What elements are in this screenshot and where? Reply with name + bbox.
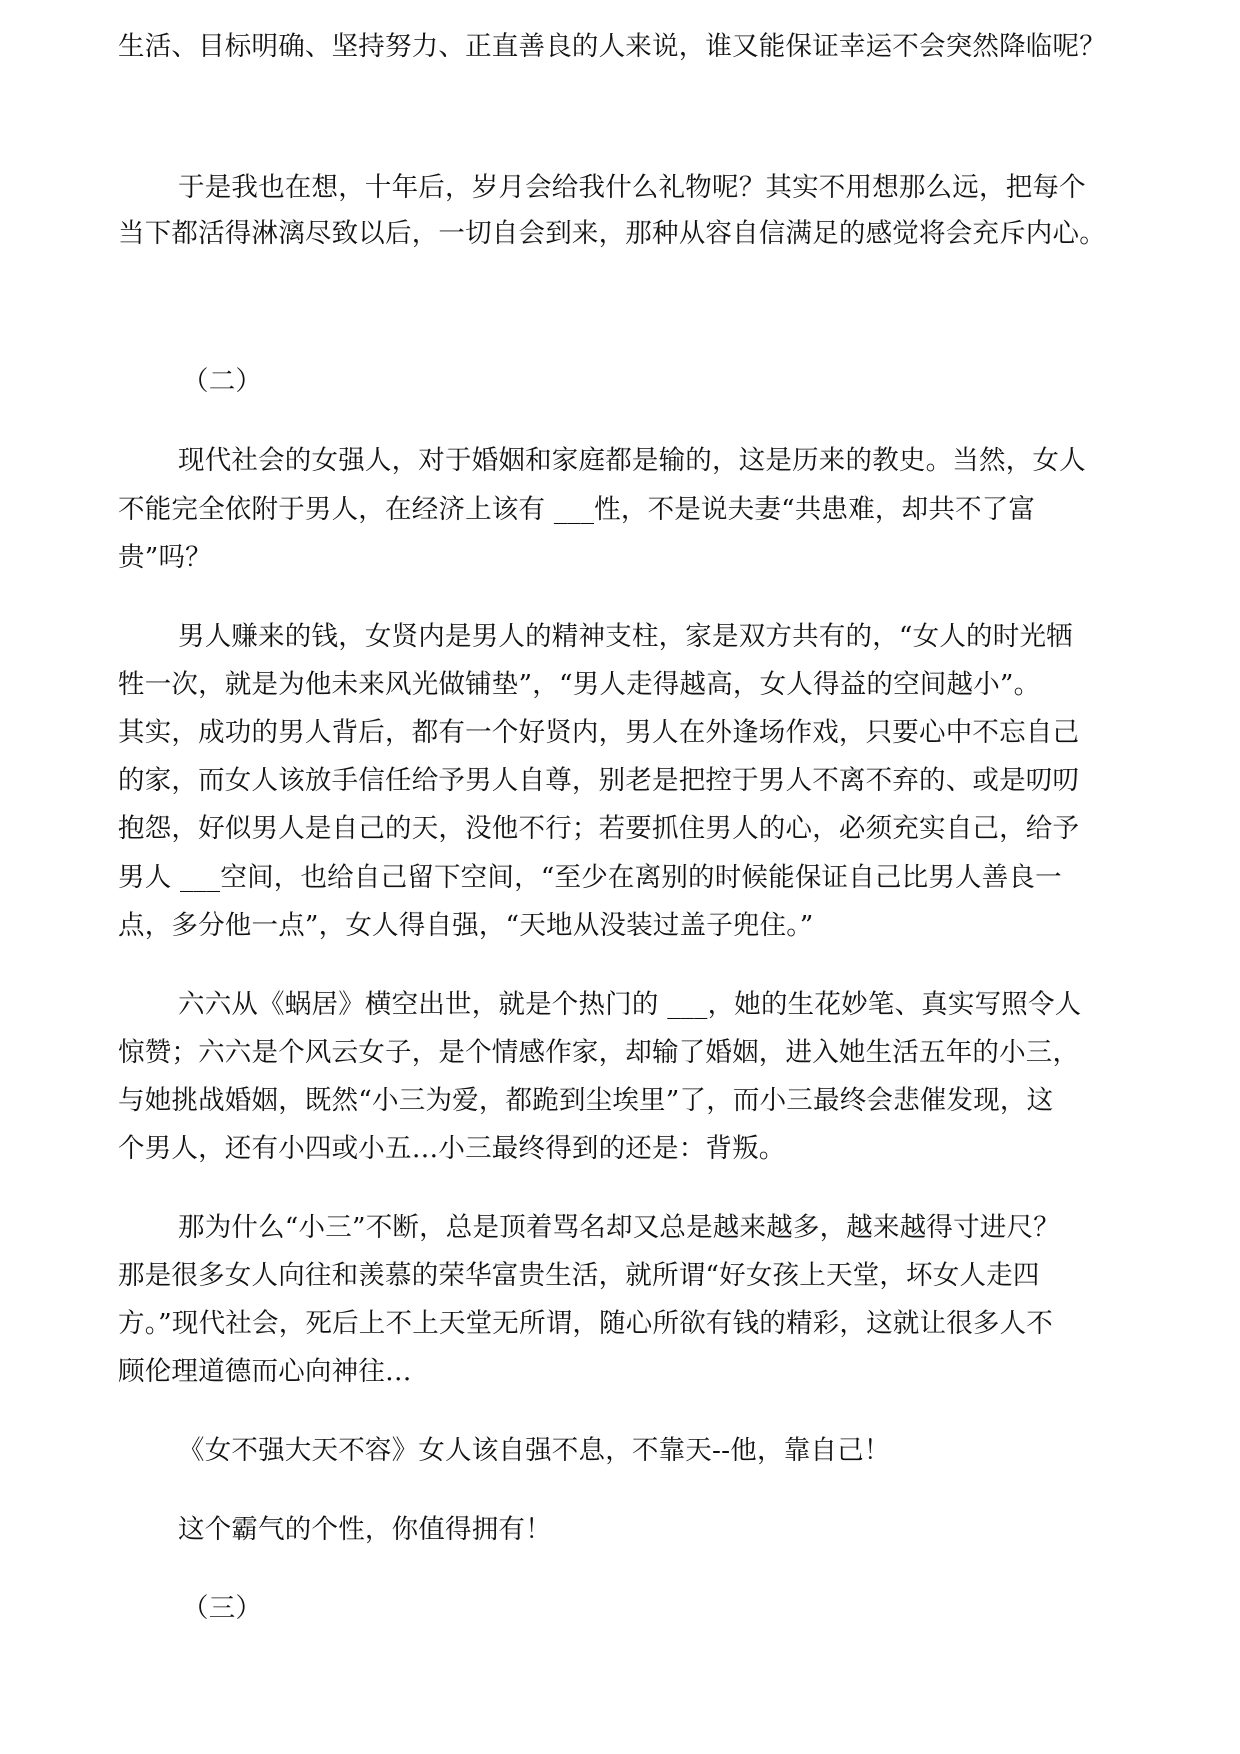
text-line: 六六从《蜗居》横空出世，就是个热门的 ___，她的生花妙笔、真实写照令人: [178, 989, 1082, 1020]
text-line: 的家，而女人该放手信任给予男人自尊，别老是把控于男人不离不弃的、或是叨叨: [118, 765, 1080, 796]
text-line: 与她挑战婚姻，既然“小三为爱，都跪到尘埃里”了，而小三最终会悲催发现，这: [118, 1085, 1054, 1116]
text-line: 惊赞；六六是个风云女子，是个情感作家，却输了婚姻，进入她生活五年的小三，: [118, 1037, 1080, 1068]
text-line: 贵”吗？: [118, 542, 212, 573]
text-line: 于是我也在想，十年后，岁月会给我什么礼物呢？其实不用想那么远，把每个: [178, 172, 1086, 203]
text-line: 点，多分他一点”，女人得自强，“天地从没装过盖子兜住。”: [118, 910, 814, 941]
text-line: 那为什么“小三”不断，总是顶着骂名却又总是越来越多，越来越得寸进尺？: [178, 1212, 1060, 1243]
text-line: 生活、目标明确、坚持努力、正直善良的人来说，谁又能保证幸运不会突然降临呢？: [118, 31, 1106, 62]
text-line: 方。”现代社会，死后上不上天堂无所谓，随心所欲有钱的精彩，这就让很多人不: [118, 1308, 1053, 1339]
text-line: 牲一次，就是为他未来风光做铺垫”，“男人走得越高，女人得益的空间越小”。: [118, 669, 1041, 700]
text-line: 当下都活得淋漓尽致以后，一切自会到来，那种从容自信满足的感觉将会充斥内心。: [118, 218, 1106, 249]
text-line: 男人 ___空间，也给自己留下空间，“至少在离别的时候能保证自己比男人善良一: [118, 862, 1062, 893]
text-line: 现代社会的女强人，对于婚姻和家庭都是输的，这是历来的教史。当然，女人: [178, 445, 1086, 476]
section-heading: （三）: [182, 1593, 263, 1624]
text-line: 抱怨，好似男人是自己的天，没他不行；若要抓住男人的心，必须充实自己，给予: [118, 813, 1080, 844]
text-line: 其实，成功的男人背后，都有一个好贤内，男人在外逢场作戏，只要心中不忘自己: [118, 717, 1080, 748]
text-line: 顾伦理道德而心向神往…: [118, 1356, 412, 1387]
section-heading: （二）: [182, 366, 263, 397]
text-line: 个男人，还有小四或小五…小三最终得到的还是：背叛。: [118, 1133, 786, 1164]
text-line: 这个霸气的个性，你值得拥有！: [178, 1514, 552, 1545]
text-line: 那是很多女人向往和羡慕的荣华富贵生活，就所谓“好女孩上天堂，坏女人走四: [118, 1260, 1040, 1291]
text-line: 《女不强大天不容》女人该自强不息，不靠天--他，靠自己！: [178, 1435, 891, 1466]
text-line: 男人赚来的钱，女贤内是男人的精神支柱，家是双方共有的，“女人的时光牺: [178, 621, 1073, 652]
text-line: 不能完全依附于男人，在经济上该有 ___性，不是说夫妻“共患难，却共不了富: [118, 494, 1036, 525]
